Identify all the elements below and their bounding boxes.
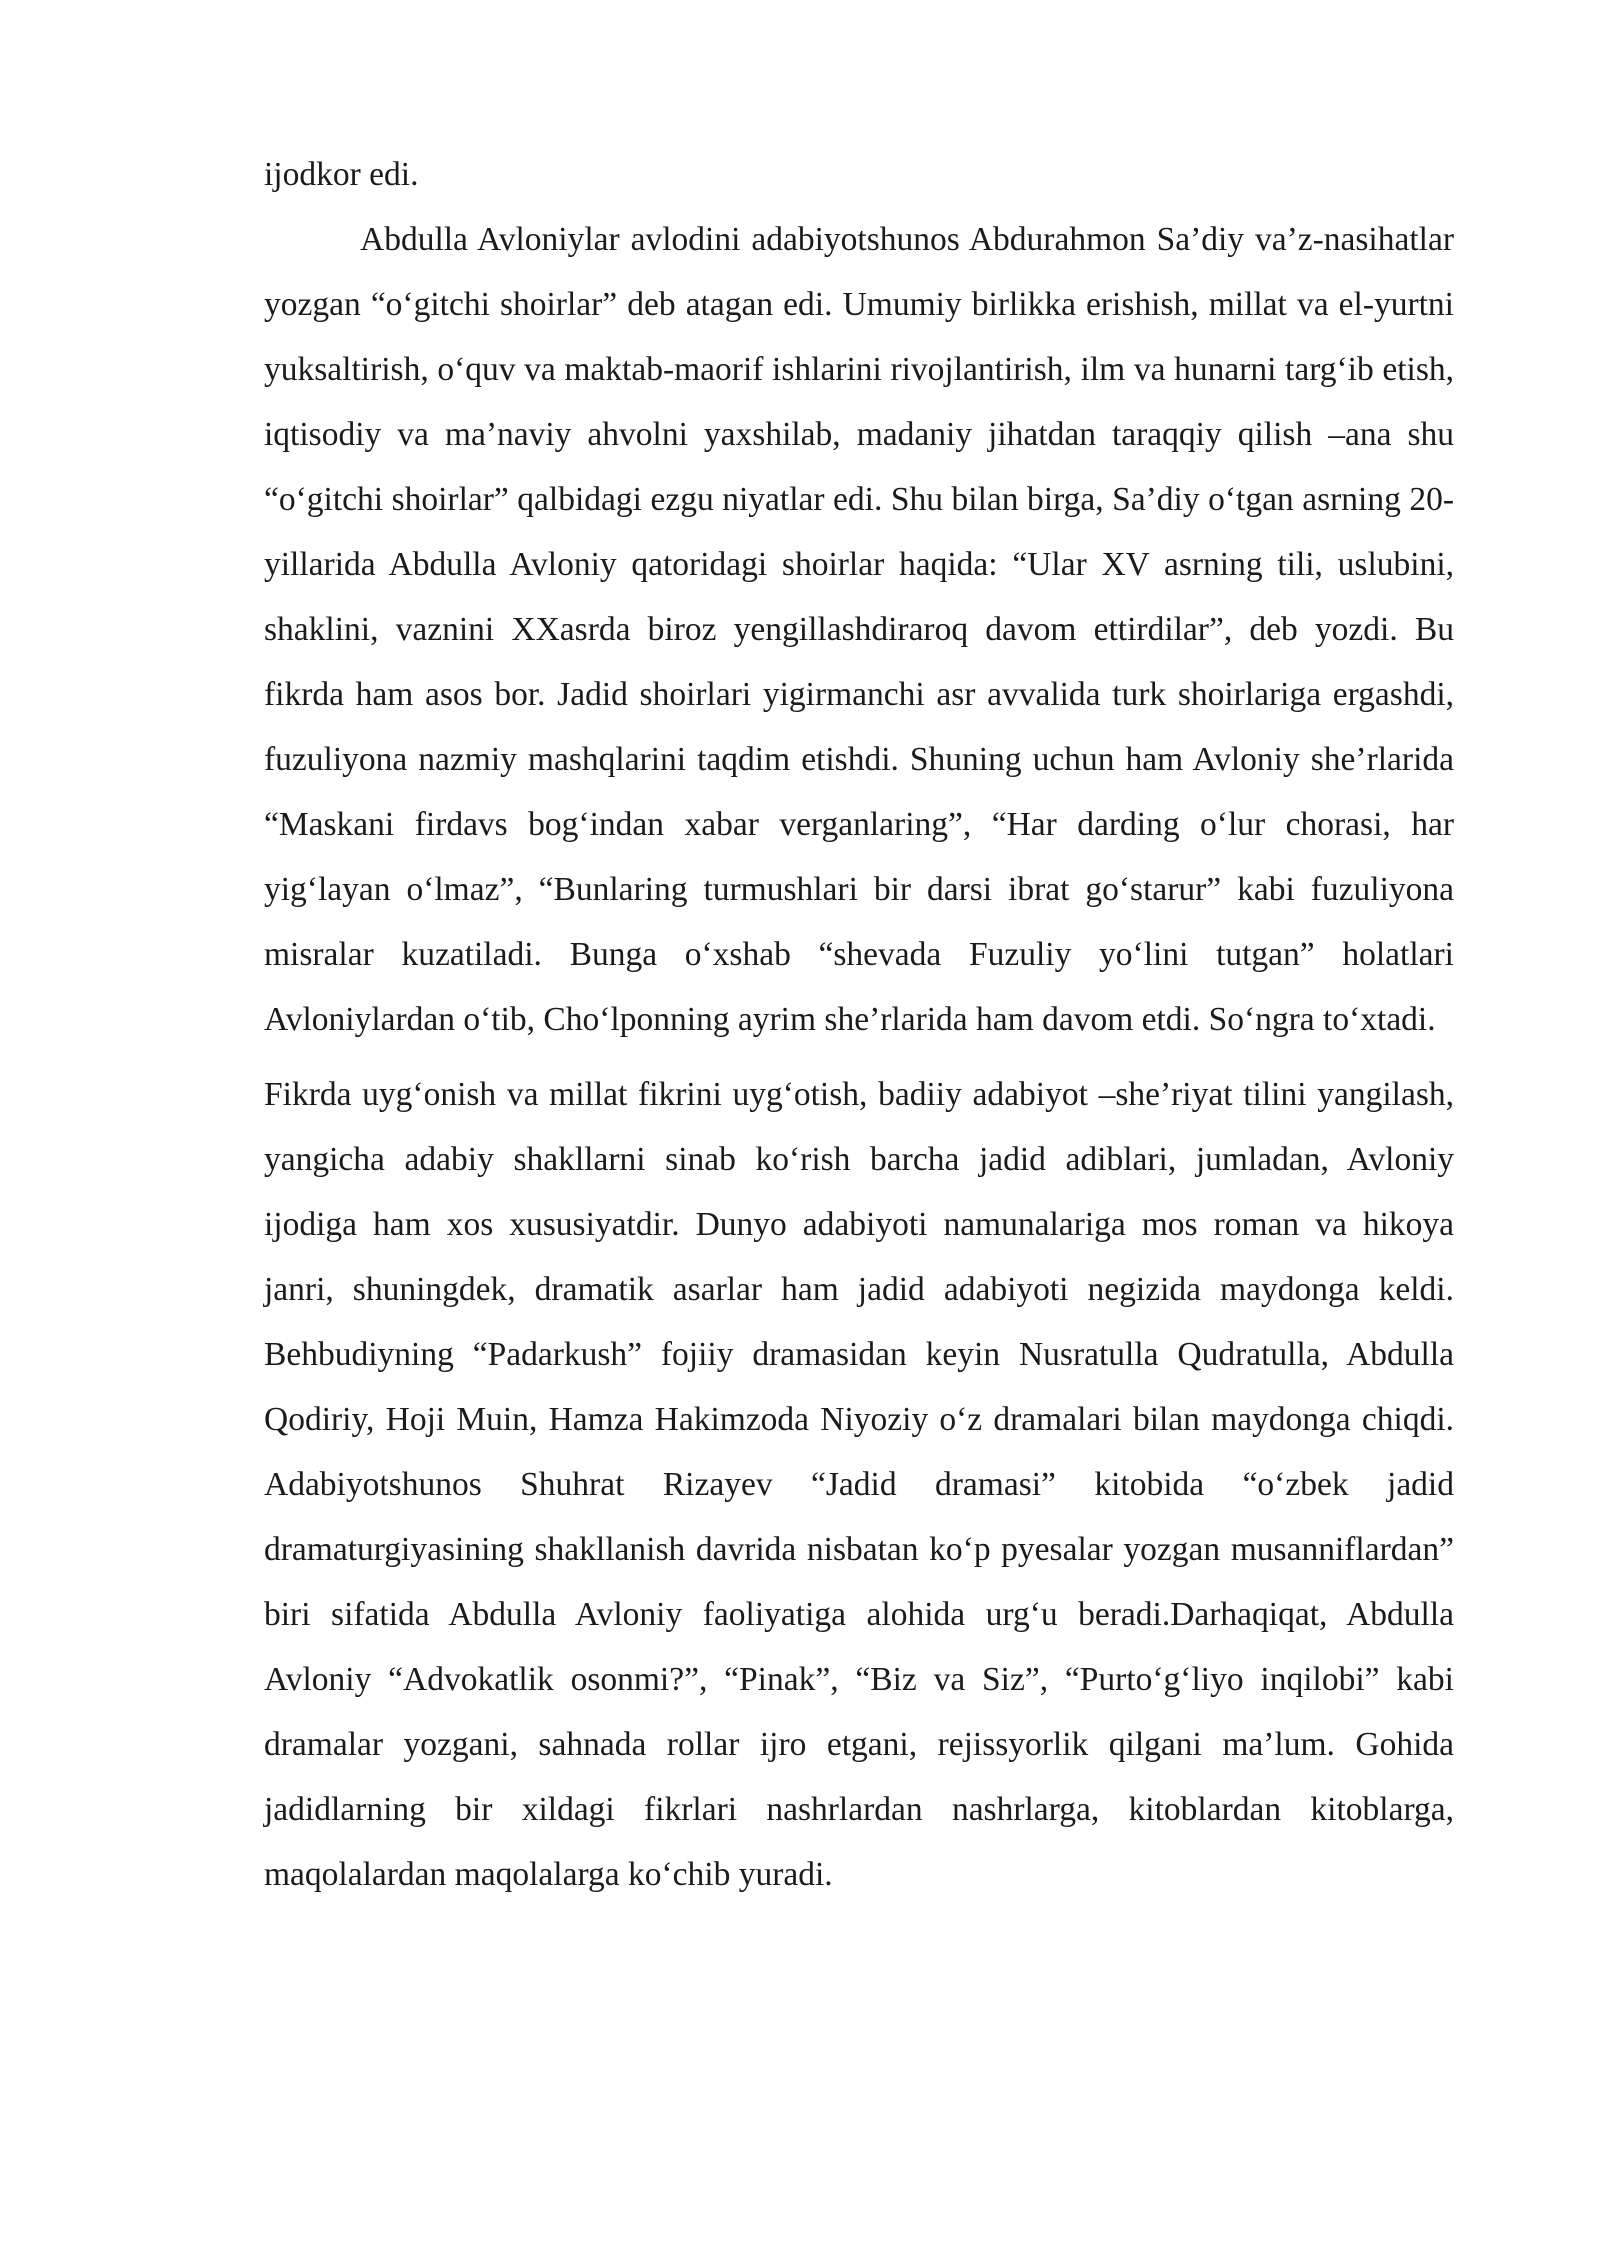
- paragraph-continuation: ijodkor edi.: [264, 156, 419, 193]
- paragraph-sadiy-oghitchi-shoirlar: Abdulla Avloniylar avlodini adabiyotshunos Abdurahmon Sa’diy va’z-nasihatlar yozgan “o‘gitchi shoirlar” deb atagan edi. Umumiy birlikka erishish, millat va el-yurtni yuksaltirish, o‘quv va maktab-maorif ishlarini rivojlantirish, ilm va hunarni targ‘ib etish, iqtisodiy va ma’naviy ahvolni yaxshilab, madaniy jihatdan taraqqiy qilish –ana shu “o‘gitchi shoirlar” qalbidagi ezgu niyatlar edi. Shu bilan birga, Sa’diy o‘tgan asrning 20-yillarida Abdulla Avloniy qatoridagi shoirlar haqida: “Ular XV asrning tili, uslubini, shaklini, vaznini XXasrda biroz yengillashdiraroq davom ettirdilar”, deb yozdi. Bu fikrda ham asos bor. Jadid shoirlari yigirmanchi asr avvalida turk shoirlariga ergashdi, fuzuliyona nazmiy mashqlarini taqdim etishdi. Shuning uchun ham Avloniy she’rlarida “Maskani firdavs bog‘indan xabar verganlaring”, “Har darding o‘lur chorasi, har yig‘layan o‘lmaz”, “Bunlaring turmushlari bir darsi ibrat go‘starur” kabi fuzuliyona misralar kuzatiladi. Bunga o‘xshab “shevada Fuzuliy yo‘lini tutgan” holatlari Avloniylardan o‘tib, Cho‘lponning ayrim she’rlarida ham davom etdi. So‘ngra to‘xtadi.: [264, 221, 1454, 1038]
- paragraph-jadid-dramasi: Fikrda uyg‘onish va millat fikrini uyg‘otish, badiiy adabiyot –she’riyat tilini yangilash, yangicha adabiy shakllarni sinab ko‘rish barcha jadid adiblari, jumladan, Avloniy ijodiga ham xos xususiyatdir. Dunyo adabiyoti namunalariga mos roman va hikoya janri, shuningdek, dramatik asarlar ham jadid adabiyoti negizida maydonga keldi. Behbudiyning “Padarkush” fojiiy dramasidan keyin Nusratulla Qudratulla, Abdulla Qodiriy, Hoji Muin, Hamza Hakimzoda Niyoziy o‘z dramalari bilan maydonga chiqdi. Adabiyotshunos Shuhrat Rizayev “Jadid dramasi” kitobida “o‘zbek jadid dramaturgiyasining shakllanish davrida nisbatan ko‘p pyesalar yozgan musanniflardan” biri sifatida Abdulla Avloniy faoliyatiga alohida urg‘u beradi.Darhaqiqat, Abdulla Avloniy “Advokatlik osonmi?”, “Pinak”, “Biz va Siz”, “Purto‘g‘liyo inqilobi” kabi dramalar yozgani, sahnada rollar ijro etgani, rejissyorlik qilgani ma’lum. Gohida jadidlarning bir xildagi fikrlari nashrlardan nashrlarga, kitoblardan kitoblarga, maqolalardan maqolalarga ko‘chib yuradi.: [264, 1076, 1454, 1893]
- document-body: [264, 142, 1454, 1907]
